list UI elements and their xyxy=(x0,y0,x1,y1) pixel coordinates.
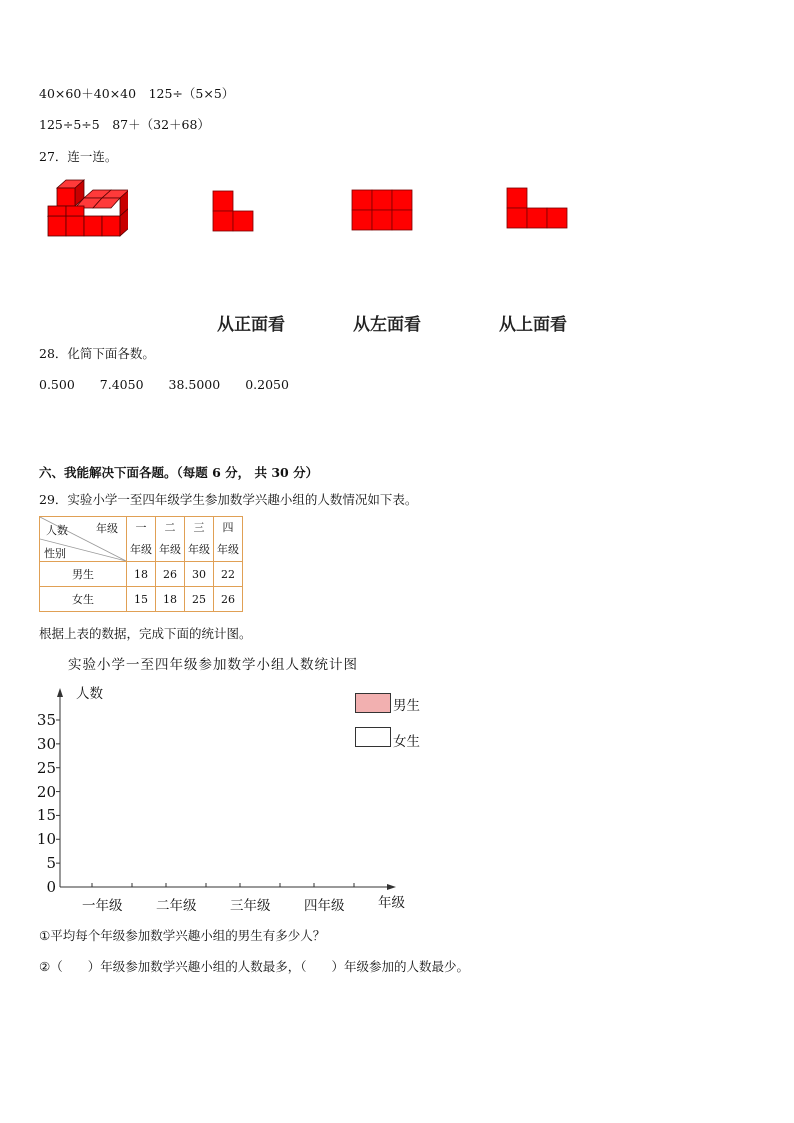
cell-boys-1: 18 xyxy=(127,562,156,587)
q29-instruction: 根据上表的数据，完成下面的统计图。 xyxy=(39,626,252,641)
label-front-view: 从正面看 xyxy=(217,315,285,335)
category-label: 三年级 xyxy=(230,898,271,914)
chart-title: 实验小学一至四年级参加数学小组人数统计图 xyxy=(68,657,358,673)
corner-count-label: 人数 xyxy=(46,524,68,537)
ytick-label: 20 xyxy=(36,782,56,801)
chart-xticks xyxy=(92,883,354,887)
cell-boys-4: 22 xyxy=(214,562,243,587)
legend-swatch-girls xyxy=(355,727,391,747)
q29-title: 29．实验小学一至四年级学生参加数学兴趣小组的人数情况如下表。 xyxy=(39,492,418,507)
col-header-grade-1: 一 年级 xyxy=(127,517,156,562)
col-header-grade-3: 三 年级 xyxy=(185,517,214,562)
q29-sub2: ②（ ）年级参加数学兴趣小组的人数最多，（ ）年级参加的人数最少。 xyxy=(39,959,469,974)
ytick-label: 30 xyxy=(36,734,56,753)
ytick-label: 5 xyxy=(46,854,56,873)
q28-title: 28．化简下面各数。 xyxy=(39,346,155,361)
cell-girls-3: 25 xyxy=(185,587,214,612)
q27-title: 27．连一连。 xyxy=(39,149,118,164)
corner-gender-label: 性别 xyxy=(44,547,66,560)
category-label: 二年级 xyxy=(156,898,197,914)
ytick-label: 10 xyxy=(36,830,56,849)
legend-label-boys: 男生 xyxy=(393,698,420,714)
legend-swatch-boys xyxy=(355,693,391,713)
cell-girls-1: 15 xyxy=(127,587,156,612)
cell-boys-2: 26 xyxy=(156,562,185,587)
ytick-label: 15 xyxy=(36,806,56,825)
label-left-view: 从左面看 xyxy=(353,315,421,335)
section6-heading: 六、我能解决下面各题。（每题 6 分， 共 30 分） xyxy=(39,465,319,480)
ytick-label: 0 xyxy=(46,878,56,896)
category-label: 四年级 xyxy=(304,898,345,914)
cell-girls-4: 26 xyxy=(214,587,243,612)
corner-year-label: 年级 xyxy=(96,522,118,535)
ytick-label: 35 xyxy=(36,711,56,729)
col-header-grade-4: 四 年级 xyxy=(214,517,243,562)
row-label-girls: 女生 xyxy=(40,587,127,612)
legend-label-girls: 女生 xyxy=(393,734,420,750)
col-header-grade-2: 二 年级 xyxy=(156,517,185,562)
math-line-1: 40×60＋40×40 125÷（5×5） xyxy=(39,86,235,101)
cell-girls-2: 18 xyxy=(156,587,185,612)
ytick-label: 25 xyxy=(36,758,56,777)
chart-ylabel: 人数 xyxy=(76,686,103,702)
category-label: 一年级 xyxy=(82,898,123,914)
row-label-boys: 男生 xyxy=(40,562,127,587)
chart-xlabel: 年级 xyxy=(378,895,405,911)
q29-sub1: ①平均每个年级参加数学兴趣小组的男生有多少人？ xyxy=(39,928,326,943)
chart-yticks xyxy=(56,720,60,863)
label-top-view: 从上面看 xyxy=(499,315,567,335)
q28-numbers: 0.500 7.4050 38.5000 0.2050 xyxy=(39,377,289,392)
cell-boys-3: 30 xyxy=(185,562,214,587)
math-line-2: 125÷5÷5 87＋（32＋68） xyxy=(39,117,210,132)
